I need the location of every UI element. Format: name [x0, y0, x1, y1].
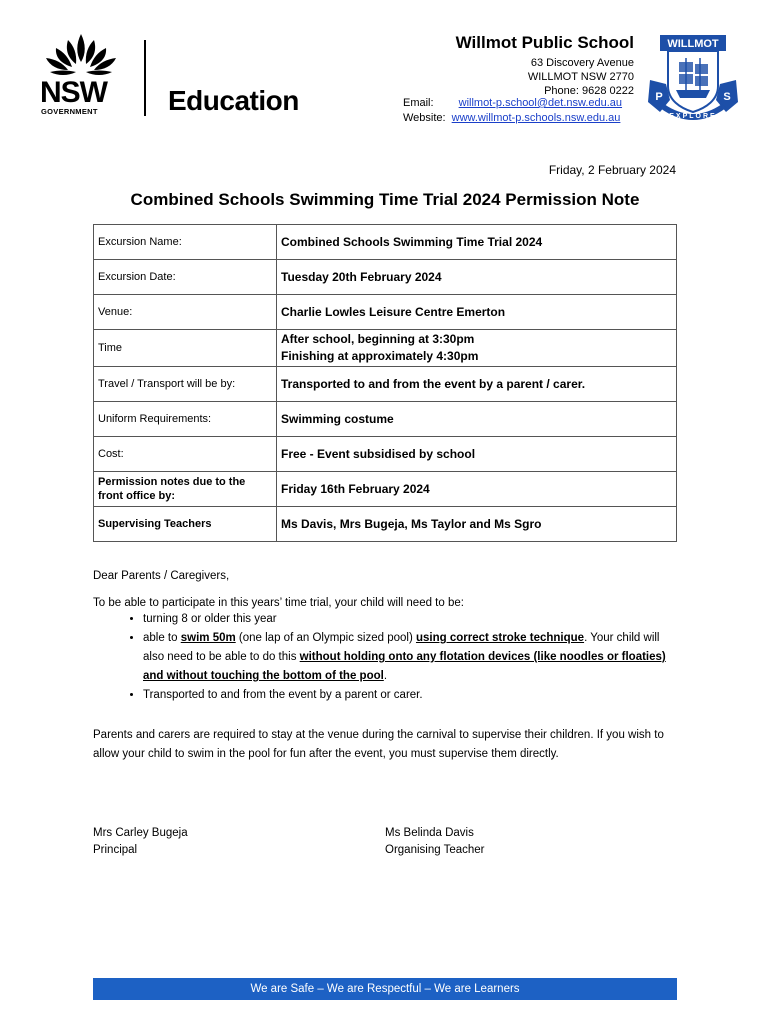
requirements-list	[93, 610, 673, 705]
list-item: • Transported to and from the event by a parent or carer.	[143, 686, 673, 705]
signature-name: Mrs Carley Bugeja	[93, 827, 188, 839]
time-start: After school, beginning at 3:30pm	[281, 332, 475, 346]
row-label: Uniform Requirements:	[94, 402, 277, 437]
signature-role: Principal	[93, 844, 138, 856]
table-row	[94, 260, 677, 295]
row-value: Transported to and from the event by a parent / carer.	[277, 367, 677, 402]
signature-principal	[93, 825, 188, 859]
website-row	[403, 111, 620, 125]
row-value: Ms Davis, Mrs Bugeja, Ms Taylor and Ms Sgro	[277, 507, 677, 542]
row-value: Swimming costume	[277, 402, 677, 437]
document-title: Combined Schools Swimming Time Trial 2024 Permission Note	[130, 190, 640, 209]
row-label: Venue:	[94, 295, 277, 330]
row-value: Combined Schools Swimming Time Trial 2024	[277, 225, 677, 260]
signature-name: Ms Belinda Davis	[385, 827, 474, 839]
nsw-wordmark: NSW	[40, 76, 107, 109]
signature-teacher	[385, 825, 485, 859]
row-label: Time	[94, 330, 277, 367]
row-value	[277, 330, 677, 367]
education-wordmark: Education	[168, 85, 299, 116]
table-row	[94, 402, 677, 437]
nsw-government-label: GOVERNMENT	[41, 107, 98, 116]
table-row	[94, 437, 677, 472]
school-phone: Phone: 9628 0222	[544, 85, 634, 97]
letter-date: Friday, 2 February 2024	[548, 163, 676, 177]
website-label: Website:	[403, 112, 446, 124]
crest-initial-right: S	[723, 91, 731, 103]
school-name: Willmot Public School	[455, 33, 634, 52]
email-link[interactable]: willmot-p.school@det.nsw.edu.au	[458, 97, 623, 109]
requirements-intro: To be able to participate in this years’ time trial, your child will need to be:	[93, 597, 464, 609]
row-label: Excursion Date:	[94, 260, 277, 295]
row-label: Permission notes due to the front office by:	[94, 472, 277, 507]
crest-motto: EXPLORE	[669, 113, 717, 120]
list-item: • able to swim 50m (one lap of an Olympic sized pool) using correct stroke technique. Your child will also need to be able to do this without holding onto any flotation devices (like noodles or floaties) and without touching the bottom of the pool.	[143, 629, 673, 686]
table-row	[94, 507, 677, 542]
logo-divider	[144, 40, 146, 116]
school-address-line1: 63 Discovery Avenue	[530, 57, 634, 69]
supervision-paragraph: Parents and carers are required to stay at the venue during the carnival to supervise their children. If you wish to allow your child to swim in the pool for fun after the event, you must supervise them directly.	[93, 729, 664, 760]
excursion-details-table	[93, 224, 677, 542]
email-label: Email:	[403, 97, 434, 109]
row-label: Travel / Transport will be by:	[94, 367, 277, 402]
crest-top-label: WILLMOT	[667, 38, 719, 50]
signature-role: Organising Teacher	[385, 844, 485, 856]
row-value: Charlie Lowles Leisure Centre Emerton	[277, 295, 677, 330]
time-end: Finishing at approximately 4:30pm	[281, 349, 479, 363]
row-label: Supervising Teachers	[94, 507, 277, 542]
table-row	[94, 472, 677, 507]
email-row	[403, 96, 622, 110]
school-crest-icon	[646, 34, 740, 124]
list-item: • turning 8 or older this year	[143, 610, 673, 629]
row-value: Tuesday 20th February 2024	[277, 260, 677, 295]
table-row	[94, 295, 677, 330]
table-row	[94, 367, 677, 402]
crest-initial-left: P	[655, 91, 663, 103]
greeting: Dear Parents / Caregivers,	[93, 570, 230, 582]
row-label: Excursion Name:	[94, 225, 277, 260]
website-link[interactable]: www.willmot-p.schools.nsw.edu.au	[451, 112, 621, 124]
table-row	[94, 330, 677, 367]
row-value: Free - Event subsidised by school	[277, 437, 677, 472]
school-address-line2: WILLMOT NSW 2770	[527, 71, 634, 83]
table-row	[94, 225, 677, 260]
footer-banner: We are Safe – We are Respectful – We are Learners	[93, 978, 677, 1000]
row-label: Cost:	[94, 437, 277, 472]
row-value: Friday 16th February 2024	[277, 472, 677, 507]
